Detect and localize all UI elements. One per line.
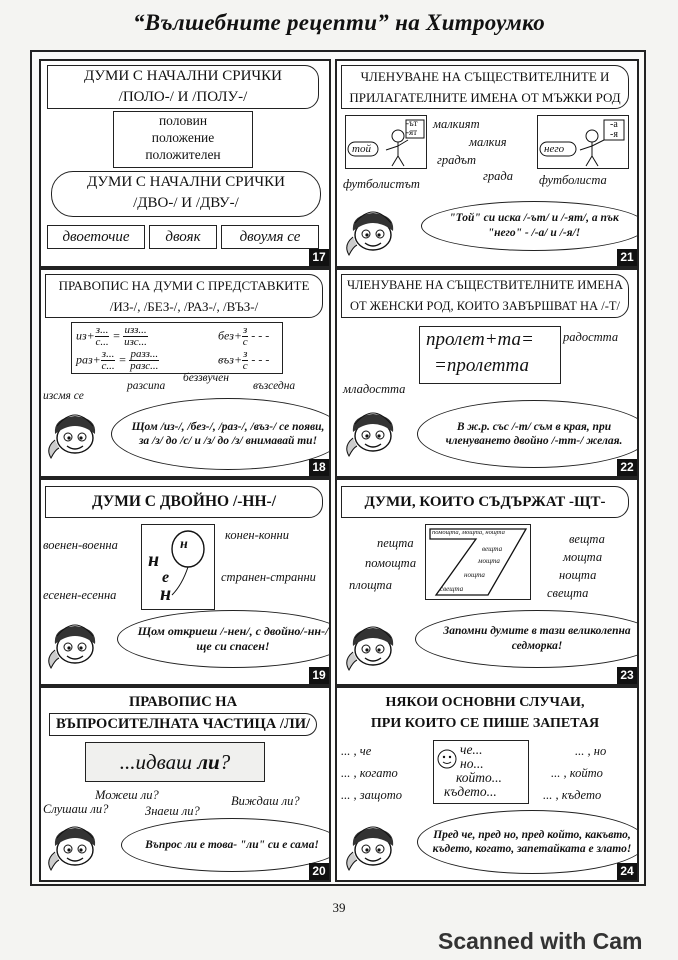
formula-box [71, 322, 283, 374]
nn-picture [141, 524, 215, 610]
sign-endings [406, 119, 418, 137]
panel-number: 23 [617, 667, 637, 684]
word: възседна [253, 380, 296, 392]
numerator: разз... [130, 348, 159, 360]
prefix: раз+ [76, 352, 101, 367]
panel-number: 20 [309, 863, 329, 880]
word: нощта [464, 571, 485, 579]
numerator: з [242, 324, 248, 336]
word: вещта [482, 545, 503, 553]
comma-box [433, 740, 529, 804]
conj: който... [456, 770, 502, 785]
pronoun-label: той [352, 143, 371, 155]
word: изсмя се [43, 390, 84, 402]
panel-23-header [341, 486, 629, 518]
word: ... , където [543, 788, 602, 802]
header-line: ПРАВОПИС НА [128, 694, 238, 710]
panel-21 [335, 59, 639, 268]
header-line: ДУМИ, КОИТО СЪДЪРЖАТ -ЩТ- [364, 494, 606, 510]
panel-number: 17 [309, 249, 329, 266]
speech-bubble: Щом откриеш /-нен/, с двойно/-нн-/ ще си спасен! [117, 610, 331, 668]
question-box: ...идваш ли? [85, 742, 265, 782]
mascot-icon [343, 402, 403, 462]
letter: н [160, 583, 172, 605]
letter: е [162, 569, 170, 586]
sign-endings [610, 120, 618, 140]
figure-right [537, 115, 629, 169]
mascot-icon [45, 404, 105, 464]
speech-bubble: В ж.р. със /-т/ съм в края, при членуването двойно /-тт-/ желая. [417, 400, 639, 468]
particle-li: ли [197, 750, 220, 774]
letter: н [180, 537, 188, 552]
word: ... , когато [341, 766, 398, 780]
speech-bubble: Щом /из-/, /без-/, /раз-/, /въз-/ се появи, за /з/ до /с/ и /з/ до /з/ внимавай ти! [111, 398, 331, 470]
formula-box [419, 326, 561, 384]
formula-bez: без+ $\frac{з}{с}$ - - - [218, 324, 270, 348]
page-title: “Вълшебните рецепти” на Хитроумко [133, 10, 545, 35]
header-line: ЧЛЕНУВАНЕ НА СЪЩЕСТВИТЕЛНИТЕ ИМЕНА [346, 278, 624, 292]
formula-raz [76, 349, 159, 372]
panel-17 [39, 59, 331, 268]
letter: н [148, 549, 160, 571]
header-line: ОТ ЖЕНСКИ РОД, КОИТО ЗАВЪРШВАТ НА /-Т/ [350, 299, 620, 313]
denominator: с... [101, 360, 115, 372]
header-line: ДУМИ С НАЧАЛНИ СРИЧКИ [83, 68, 283, 84]
speech-bubble: Запомни думите в тази великолепна седморка! [415, 610, 639, 668]
header-line: ПРИЛАГАТЕЛНИТЕ ИМЕНА ОТ МЪЖКИ РОД [349, 90, 621, 105]
word: Можеш ли? [95, 788, 159, 802]
formula-iz [76, 325, 148, 348]
equals: = [112, 328, 121, 343]
panel-22-header [341, 274, 629, 318]
panel-24 [335, 686, 639, 882]
mascot-icon [45, 614, 105, 674]
word: помощта [365, 556, 417, 570]
word: младостта [343, 382, 406, 396]
word: половин [158, 113, 208, 128]
word-box: двоеточие [47, 225, 145, 249]
word: футболистът [343, 177, 420, 191]
word: беззвучен [183, 372, 229, 384]
prefix: без+ [218, 328, 242, 343]
ending: -а [610, 119, 618, 130]
panel-19 [39, 478, 331, 686]
equals: = [118, 352, 127, 367]
word: площта [349, 578, 392, 592]
word: мощта [478, 557, 500, 565]
panel-20-header [49, 692, 317, 734]
scan-watermark: Scanned with Cam [438, 928, 643, 954]
mascot-icon [343, 616, 403, 676]
word: радостта [563, 330, 619, 344]
word: ... , който [551, 766, 603, 780]
word: конен-конни [225, 528, 290, 542]
header-line: ПРИ КОИТО СЕ ПИШЕ ЗАПЕТАЯ [370, 716, 600, 731]
ending: -ът [406, 118, 418, 128]
mascot-icon [45, 816, 105, 876]
header-line: НЯКОИ ОСНОВНИ СЛУЧАИ, [385, 695, 585, 710]
conj: където... [444, 784, 497, 799]
panel-number: 24 [617, 863, 637, 880]
word-box: двоумя се [221, 225, 319, 249]
header-line: ЧЛЕНУВАНЕ НА СЪЩЕСТВИТЕЛНИТЕ И [360, 69, 610, 84]
mascot-icon [343, 816, 403, 876]
word: нощта [559, 568, 597, 582]
polo-words-box [113, 111, 253, 168]
word-box: двояк [149, 225, 217, 249]
denominator: разс... [130, 360, 159, 372]
word: положение [151, 130, 215, 145]
ending: -я [610, 129, 618, 140]
page-number: 39 [332, 900, 346, 915]
formula-vaz: въз+ $\frac{з}{с}$ - - - [218, 348, 270, 372]
word: странен-странни [221, 570, 316, 584]
word: вещта [569, 532, 605, 546]
figure-left [345, 115, 427, 169]
word: военен-военна [43, 538, 118, 552]
header-line: /ИЗ-/, /БЕЗ-/, /РАЗ-/, /ВЪЗ-/ [109, 299, 259, 314]
word: ... , че [341, 744, 372, 758]
word: есенен-есенна [43, 588, 117, 602]
word: Виждаш ли? [231, 794, 300, 808]
formula-line: пролет+та= [426, 329, 534, 350]
header-line: ВЪПРОСИТЕЛНАТА ЧАСТИЦА /ЛИ/ [49, 713, 317, 736]
conj: че... [460, 742, 483, 757]
header-line: ДУМИ С ДВОЙНО /-НН-/ [91, 493, 276, 510]
word: свещта [440, 585, 464, 593]
numerator: з... [95, 324, 109, 336]
speech-bubble: Въпрос ли е това- "ли" си е сама! [121, 818, 331, 872]
word: футболиста [539, 173, 607, 187]
word: Знаеш ли? [145, 804, 200, 818]
panel-24-header [345, 692, 625, 734]
word: малкия [469, 135, 507, 149]
pronoun-label: него [544, 143, 565, 155]
word: Слушаш ли? [43, 802, 109, 816]
word: помощта, мощта, нощта [432, 529, 505, 536]
prefix: въз+ [218, 352, 243, 367]
word: положителен [145, 147, 221, 162]
numerator: изз... [124, 324, 147, 336]
denominator: изс... [124, 336, 147, 348]
header-line: ДУМИ С НАЧАЛНИ СРИЧКИ [86, 174, 286, 190]
header-line: /ПОЛО-/ И /ПОЛУ-/ [118, 89, 248, 105]
formula-line: =пролетта [434, 355, 529, 376]
panel-21-header [341, 65, 629, 109]
word: града [483, 169, 513, 183]
panel-18 [39, 268, 331, 478]
header-line: ПРАВОПИС НА ДУМИ С ПРЕДСТАВКИТЕ [58, 278, 310, 293]
word: ... , защото [341, 788, 402, 802]
prefix: из+ [76, 328, 95, 343]
word: мощта [563, 550, 603, 564]
word: градът [437, 153, 477, 167]
word: пещта [377, 536, 414, 550]
conj: но... [460, 756, 484, 771]
speech-bubble: "Той" си иска /-ът/ и /-ят/, а пък "него" - /-а/ и /-я/! [421, 201, 639, 251]
word: ... , но [575, 744, 607, 758]
panel-20 [39, 686, 331, 882]
header-line: /ДВО-/ И /ДВУ-/ [133, 195, 239, 211]
recipe-sheet [30, 50, 646, 886]
denominator: с [242, 360, 248, 372]
mascot-icon [343, 201, 403, 261]
denominator: с... [95, 336, 109, 348]
numerator: з [243, 348, 248, 360]
panel-number: 18 [309, 459, 329, 476]
speech-bubble: Пред че, пред но, пред който, какъвто, където, когато, запетайката е злато! [417, 810, 639, 874]
face-icon [436, 747, 458, 777]
numerator: з... [101, 348, 115, 360]
denominator: с [242, 336, 248, 348]
panel-17-header-1 [47, 65, 319, 109]
word: разсипа [127, 380, 166, 392]
question-text: ...идваш [119, 750, 192, 774]
panel-17-header-2 [51, 171, 321, 217]
panel-number: 21 [617, 249, 637, 266]
word: свещта [547, 586, 589, 600]
panel-number: 19 [309, 667, 329, 684]
panel-19-header [45, 486, 323, 518]
panel-23 [335, 478, 639, 686]
panel-18-header [45, 274, 323, 318]
word: малкият [433, 117, 480, 131]
panel-22 [335, 268, 639, 478]
ending: -ят [406, 127, 418, 137]
panel-number: 22 [617, 459, 637, 476]
seven-box [425, 524, 531, 600]
